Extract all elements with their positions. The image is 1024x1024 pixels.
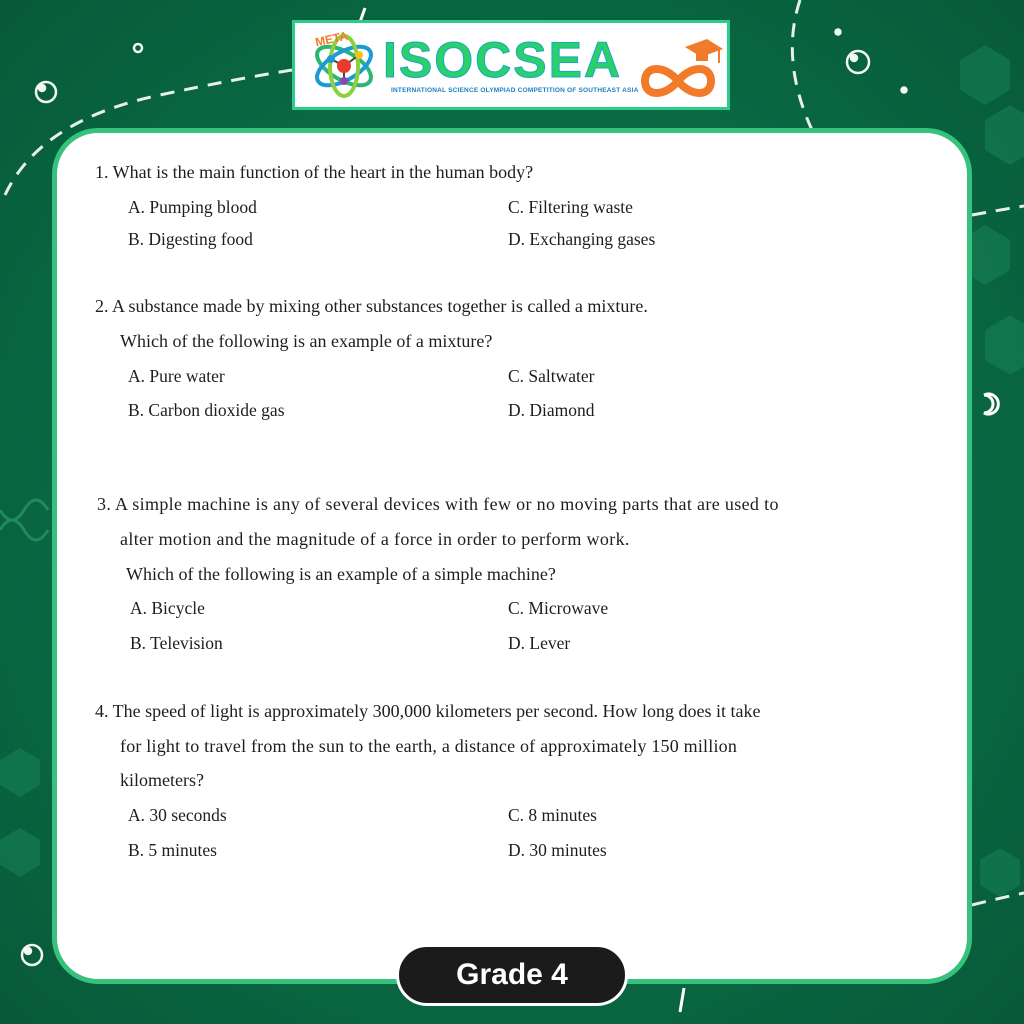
meta-logo-label: META (313, 28, 350, 50)
header-logo-banner (292, 20, 730, 110)
question-text: Which of the following is an example of a mixture? (120, 331, 493, 351)
question-text: 3. A simple machine is any of several devices with few or no moving parts that are used to (97, 494, 779, 514)
question-text: kilometers? (120, 770, 204, 790)
question-text: alter motion and the magnitude of a force in order to perform work. (120, 529, 630, 549)
grade-badge: Grade 4 (396, 944, 628, 1006)
option-c: C. 8 minutes (508, 805, 597, 825)
question-text: 2. A substance made by mixing other substances together is called a mixture. (95, 296, 648, 316)
meta-infinity-logo-icon (633, 31, 723, 103)
option-a: A. Pure water (128, 366, 225, 386)
option-b: B. Carbon dioxide gas (128, 400, 285, 420)
option-c: C. Filtering waste (508, 197, 633, 217)
option-a: A. 30 seconds (128, 805, 227, 825)
option-c: C. Microwave (508, 598, 609, 618)
option-a: A. Pumping blood (128, 197, 257, 217)
question-text: for light to travel from the sun to the earth, a distance of approximately 150 million (120, 736, 738, 756)
question-text: 1. What is the main function of the heart in the human body? (95, 162, 534, 182)
option-d: D. 30 minutes (508, 840, 607, 860)
brand-subtitle: INTERNATIONAL SCIENCE OLYMPIAD COMPETITION OF SOUTHEAST ASIA (391, 87, 639, 94)
question-text: 4. The speed of light is approximately 300,000 kilometers per second. How long does it take (95, 701, 761, 721)
option-b: B. Digesting food (128, 229, 253, 249)
brand-name: ISOCSEA (383, 32, 623, 88)
option-d: D. Diamond (508, 400, 595, 420)
question-text: Which of the following is an example of a simple machine? (126, 564, 556, 584)
option-a: A. Bicycle (130, 598, 205, 618)
option-b: B. 5 minutes (128, 840, 217, 860)
option-d: D. Lever (508, 633, 571, 653)
option-d: D. Exchanging gases (508, 229, 656, 249)
option-b: B. Television (130, 633, 223, 653)
option-c: C. Saltwater (508, 366, 595, 386)
